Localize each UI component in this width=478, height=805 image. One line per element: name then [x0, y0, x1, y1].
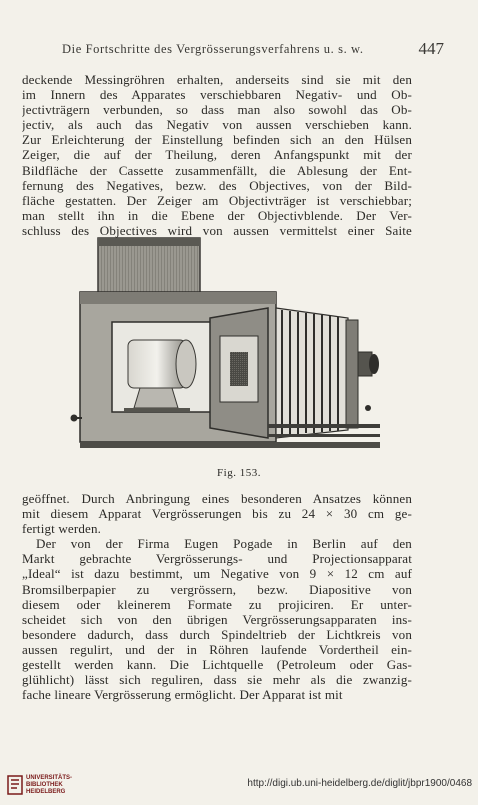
text-line: fertigt werden. [22, 521, 102, 537]
text-line: Zeiger, die auf der Theilung, deren Anfangspunkt mit der [22, 147, 412, 163]
paragraph-bottom [22, 491, 412, 702]
running-header [22, 39, 456, 62]
text-line: jectivträgern verbunden, so dass man also sowohl das Ob- [22, 102, 412, 118]
text-line: Bildfläche der Cassette zusammenfällt, die Ablesung der Ent- [22, 162, 412, 178]
source-url-link[interactable]: http://digi.ub.uni-heidelberg.de/diglit/jbpr1900/0468 [247, 778, 472, 789]
text-line: Markt gebrachte Vergrösserungs- und Projectionsapparat [22, 551, 412, 567]
text-line: schluss des Objectives wird von aussen vermittelst einer Saite [22, 222, 412, 238]
figure-enlarging-apparatus [68, 232, 388, 464]
page-number: 447 [418, 39, 444, 58]
text-line: „Ideal“ ist dazu bestimmt, um Negative von 9 × 12 cm auf [22, 566, 412, 582]
running-title: Die Fortschritte des Vergrösserungsverfahrens u. s. w. [62, 42, 364, 56]
text-line: scheidet sich von den übrigen Vergrösserungsapparaten ins- [22, 611, 412, 627]
text-line: fernung des Negatives, bezw. des Objectives, von der Bild- [22, 177, 412, 193]
text-line: mit diesem Apparat Vergrösserungen bis zu 24 × 30 cm ge- [22, 506, 412, 522]
library-logo-text: UNIVERSITÄTS- BIBLIOTHEK HEIDELBERG [26, 775, 73, 795]
text-line: im Innern des Apparates verschiebbaren Negativ- und Ob- [22, 87, 412, 103]
text-line: fache lineare Vergrösserung ermöglicht. Der Apparat ist mit [22, 687, 343, 703]
text-line: gestellt werden kann. Die Lichtquelle (Petroleum oder Gas- [22, 657, 412, 673]
paragraph-top [22, 72, 412, 238]
text-line: jectiv, als auch das Negativ von aussen verschieben kann. [22, 117, 412, 133]
text-line: Der von der Firma Eugen Pogade in Berlin auf den [36, 536, 412, 552]
text-line: glühlicht) lässt sich reguliren, dass sie mehr als die zwanzig- [22, 672, 412, 688]
footer [0, 768, 478, 805]
text-line: diesem oder kleinerem Formate zu projiciren. Er unter- [22, 596, 412, 612]
text-line: deckende Messingröhren erhalten, anderseits sind sie mit den [22, 72, 412, 87]
text-line: Zur Erleichterung der Einstellung befinden sich an den Hülsen [22, 132, 412, 148]
text-line: Bromsilberpapier zu vergrössern, bezw. Diapositive von [22, 581, 412, 597]
text-line: aussen regulirt, und der in Röhren laufende Vordertheil ein- [22, 641, 412, 657]
text-line: fläche gestatten. Der Zeiger am Objectivträger ist verschiebbar; [22, 192, 412, 208]
figure-caption: Fig. 153. [217, 467, 261, 479]
text-line: man stellt ihn in die Ebene der Objectivblende. Der Ver- [22, 207, 412, 223]
text-line: geöffnet. Durch Anbringung eines besonderen Ansatzes können [22, 491, 412, 506]
library-logo-icon [7, 774, 23, 796]
text-line: besondere dadurch, dass durch Spindeltrieb der Lichtkreis von [22, 626, 412, 642]
